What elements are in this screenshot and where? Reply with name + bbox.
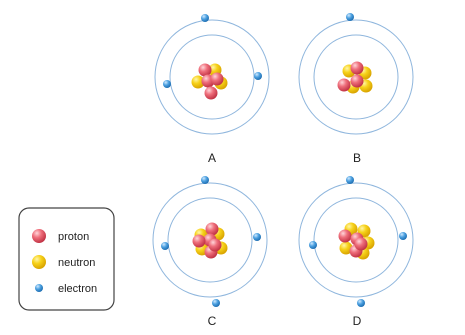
proton: [193, 235, 206, 248]
legend-label-proton: proton: [58, 231, 90, 243]
proton: [338, 79, 351, 92]
proton: [206, 223, 219, 236]
atom-c-label: C: [207, 314, 217, 328]
electron: [399, 232, 407, 240]
proton-icon: [32, 229, 46, 243]
electron: [346, 13, 354, 21]
atom-c: [153, 176, 267, 328]
electron: [161, 242, 169, 250]
proton: [339, 230, 352, 243]
proton: [355, 238, 368, 251]
electron: [253, 233, 261, 241]
electron: [309, 241, 317, 249]
proton: [351, 62, 364, 75]
electron: [357, 299, 365, 307]
electron: [201, 176, 209, 184]
electron: [163, 80, 171, 88]
atom-a: [155, 14, 269, 165]
electron: [346, 176, 354, 184]
atom-a-nucleus: [192, 64, 228, 100]
legend: [19, 208, 114, 310]
electron: [212, 299, 220, 307]
atom-b-nucleus: [338, 62, 373, 94]
proton: [211, 73, 224, 86]
atom-c-nucleus: [193, 223, 228, 259]
proton: [205, 87, 218, 100]
legend-item-proton: [32, 229, 89, 243]
atom-b-label: B: [352, 151, 362, 165]
electron: [201, 14, 209, 22]
electron-icon: [35, 284, 43, 292]
legend-label-electron: electron: [58, 283, 98, 295]
atom-d-label: D: [352, 314, 362, 328]
proton: [351, 75, 364, 88]
atom-d-nucleus: [339, 223, 375, 260]
legend-item-neutron: [32, 255, 95, 269]
neutron-icon: [32, 255, 46, 269]
electron: [254, 72, 262, 80]
proton: [199, 64, 212, 77]
atom-b: [299, 13, 413, 165]
atom-d: [299, 176, 413, 328]
atom-a-label: A: [207, 151, 217, 165]
legend-label-neutron: neutron: [58, 257, 96, 269]
proton: [209, 239, 222, 252]
